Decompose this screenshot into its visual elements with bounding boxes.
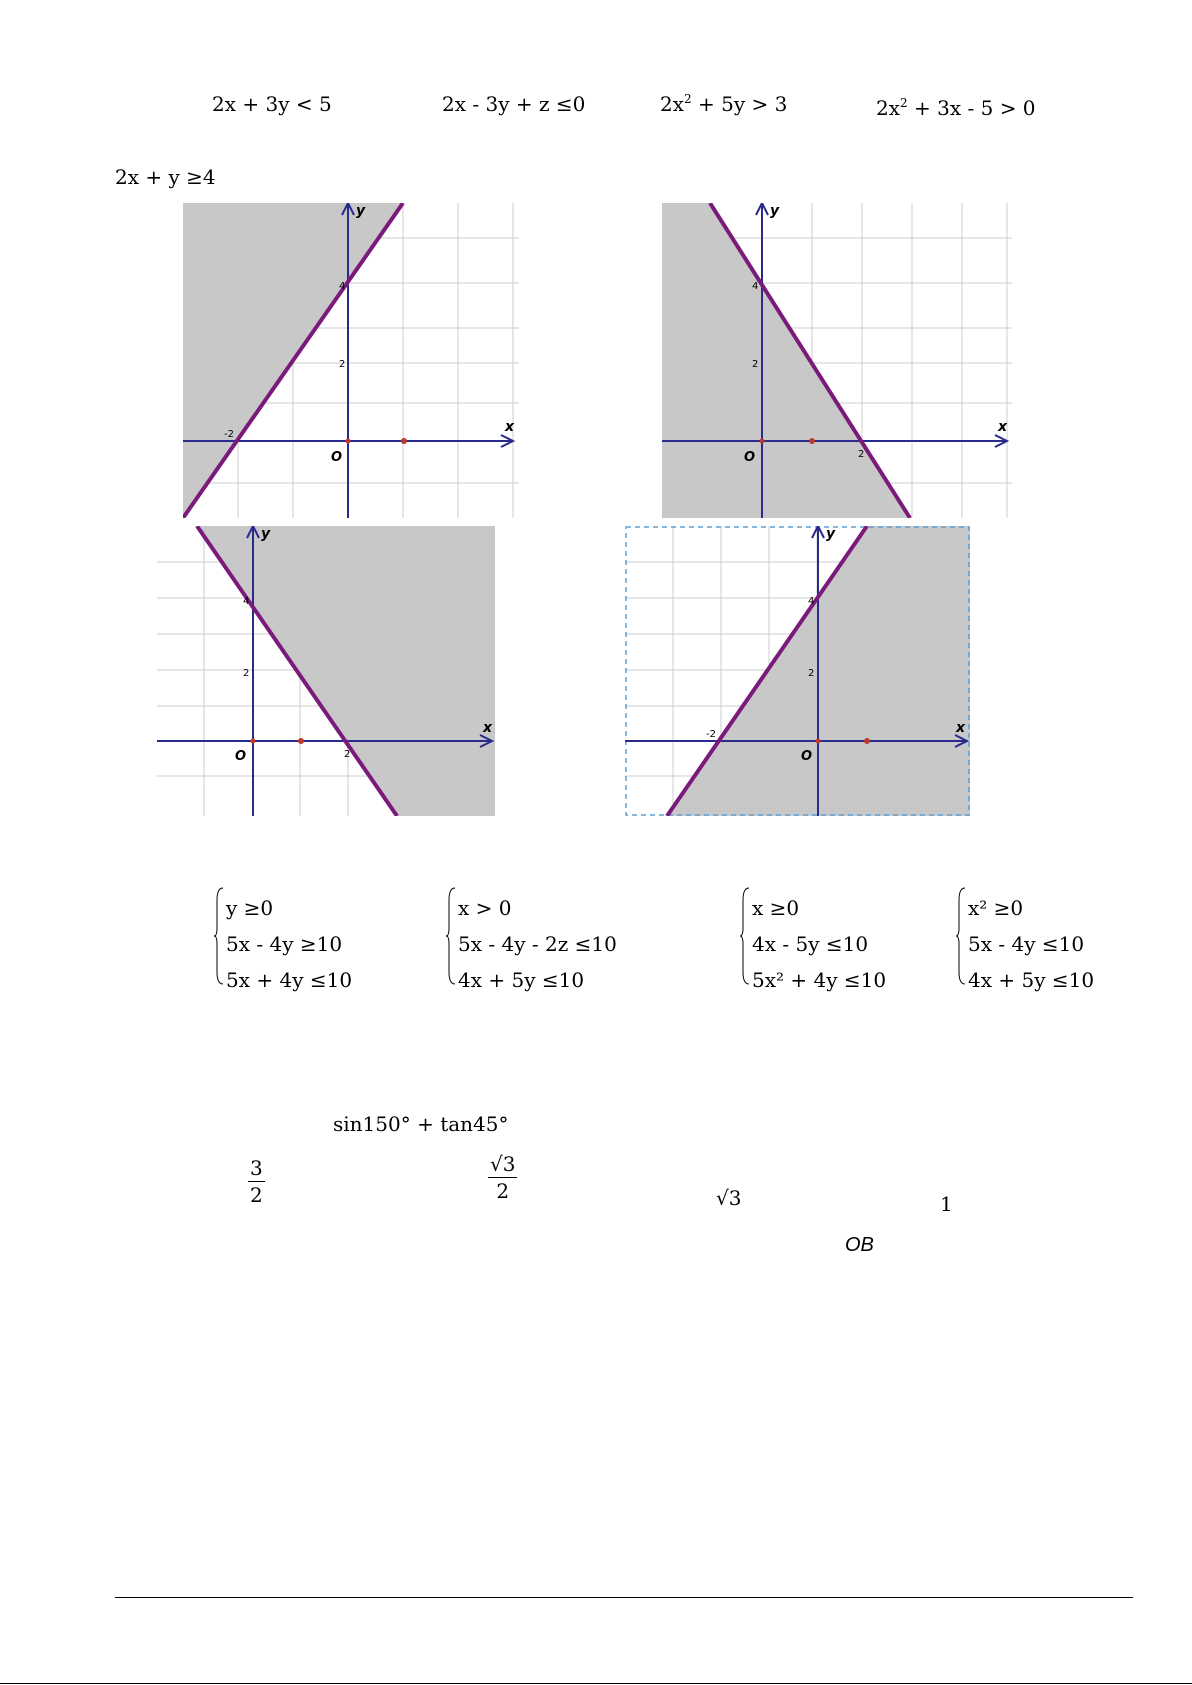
answer-b-numerator: √3 (490, 1152, 516, 1176)
answer-c: √3 (716, 1186, 742, 1210)
graph-c-shaded-region (197, 526, 495, 816)
system-d-row-2: 5x - 4y ≤10 (968, 932, 1085, 956)
inequality-d-base: 2x (876, 96, 901, 120)
system-c-row-1: x ≥0 (752, 896, 800, 920)
graph-a-y-label: y (356, 203, 366, 219)
system-b-row-2: 5x - 4y - 2z ≤10 (458, 932, 617, 956)
graph-d-y-label: y (826, 526, 836, 542)
graph-d-origin: O (801, 749, 813, 764)
answer-a-numerator: 3 (250, 1156, 263, 1180)
inequality-d-rest: + 3x - 5 > 0 (907, 96, 1036, 120)
page-bottom-divider (0, 1683, 1192, 1684)
graph-c-tick-c: 2 (243, 668, 250, 679)
system-a-row-3: 5x + 4y ≤10 (226, 968, 353, 992)
system-a (216, 890, 352, 998)
system-c-row-2: 4x - 5y ≤10 (752, 932, 869, 956)
system-b-row-1: x > 0 (458, 896, 512, 920)
graph-b-tick-c: 2 (752, 359, 759, 370)
inequality-a: 2x + 3y < 5 (212, 92, 332, 116)
system-b (448, 890, 617, 998)
answer-d: 1 (940, 1192, 953, 1216)
system-c-brace (740, 886, 750, 986)
given-inequality: 2x + y ≥4 (115, 165, 216, 189)
graph-c-x-label: x (483, 720, 493, 736)
segment-label: OB (845, 1234, 874, 1256)
graph-a (183, 203, 519, 518)
graph-b (662, 203, 1012, 518)
inequality-c-rest: + 5y > 3 (691, 92, 788, 116)
graph-a-x-label: x (505, 419, 515, 435)
graph-d-tick-a: -2 (706, 729, 716, 740)
system-b-brace (446, 886, 456, 986)
graph-b-y-label: y (770, 203, 780, 219)
system-a-brace (214, 886, 224, 986)
system-c-row-3: 5x² + 4y ≤10 (752, 968, 887, 992)
graph-b-shaded-region (662, 203, 910, 518)
graph-b-x-label: x (998, 419, 1008, 435)
answer-a-denominator: 2 (250, 1183, 263, 1207)
graph-c-y-label: y (261, 526, 271, 542)
system-c (742, 890, 886, 998)
graph-b-tick-b: 4 (752, 281, 759, 292)
graph-b-origin: O (744, 450, 756, 465)
inequality-c (660, 92, 787, 116)
system-d-row-3: 4x + 5y ≤10 (968, 968, 1095, 992)
inequality-c-base: 2x (660, 92, 685, 116)
graph-d-tick-b: 4 (808, 596, 815, 607)
graph-a-tick-a: -2 (224, 429, 234, 440)
graph-a-tick-c: 2 (339, 359, 346, 370)
answer-b-denominator: 2 (496, 1179, 510, 1203)
graph-d-x-label: x (956, 720, 966, 736)
inequality-c-exp: 2 (684, 92, 692, 106)
graph-c-tick-b: 4 (243, 596, 250, 607)
system-d-brace (956, 886, 966, 986)
graph-a-tick-b: 4 (339, 281, 346, 292)
system-a-row-1: y ≥0 (226, 896, 274, 920)
inequality-d (876, 96, 1036, 120)
graph-c-tick-a: 2 (344, 749, 351, 760)
graph-c (157, 526, 495, 816)
system-b-row-3: 4x + 5y ≤10 (458, 968, 585, 992)
system-a-row-2: 5x - 4y ≥10 (226, 932, 343, 956)
system-d-row-1: x² ≥0 (968, 896, 1024, 920)
graph-b-tick-a: 2 (858, 449, 865, 460)
graph-d (625, 526, 970, 816)
graph-d-tick-c: 2 (808, 668, 815, 679)
answer-b (488, 1151, 517, 1204)
footer-divider (115, 1597, 1133, 1598)
inequality-d-exp: 2 (900, 96, 908, 110)
graph-a-origin: O (331, 450, 343, 465)
answer-a (248, 1155, 265, 1208)
inequality-b: 2x - 3y + z ≤0 (442, 92, 586, 116)
graph-c-origin: O (235, 749, 247, 764)
trig-expression: sin150° + tan45° (333, 1112, 509, 1136)
system-d (958, 890, 1094, 998)
